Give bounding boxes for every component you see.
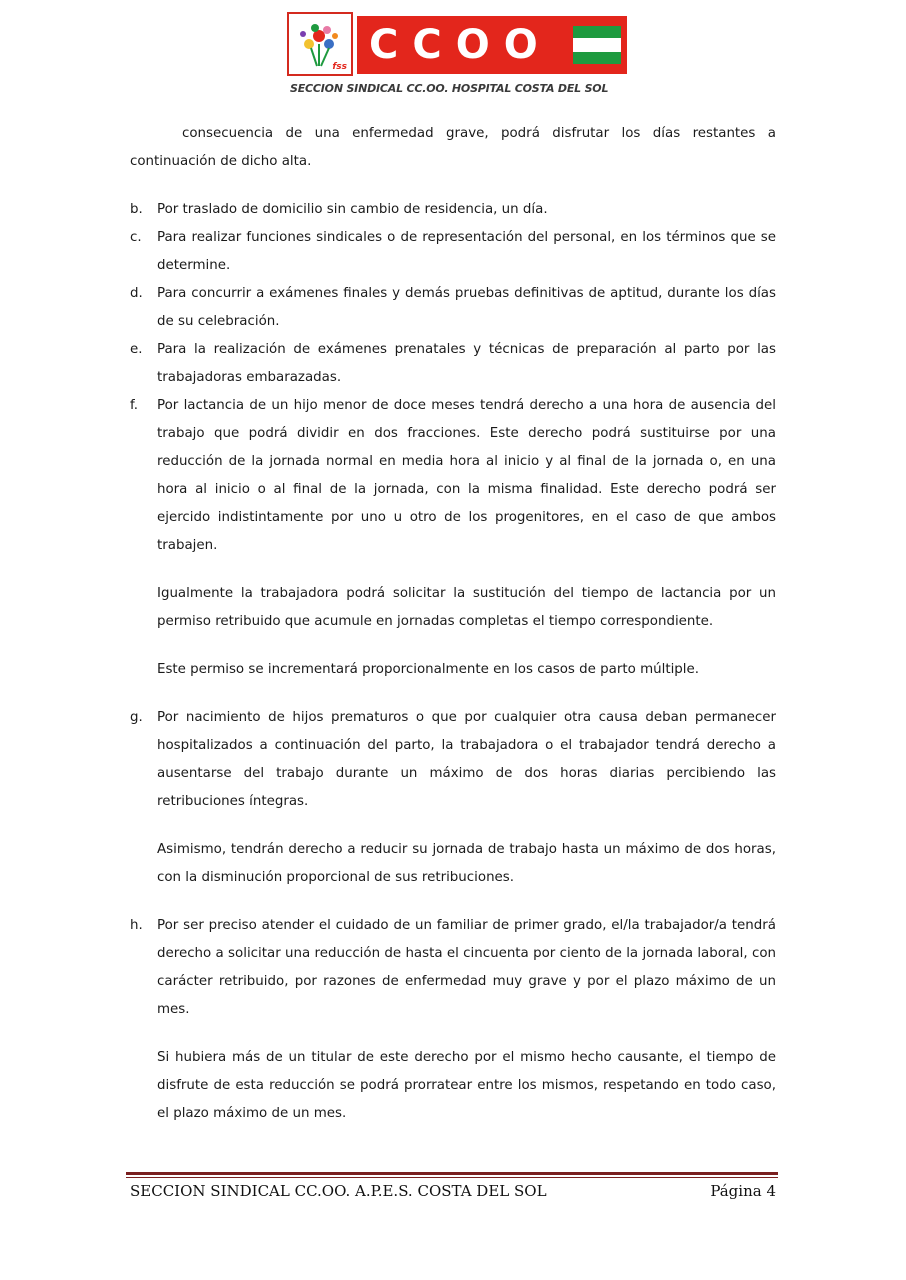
- reduce-hours-paragraph: Asimismo, tendrán derecho a reducir su jornada de trabajo hasta un máximo de dos horas, con la disminución proporcional de sus retribuciones.: [157, 842, 776, 885]
- list-item: [130, 912, 776, 1024]
- intro-paragraph: consecuencia de una enfermedad grave, podrá disfrutar los días restantes a continuación de dicho alta.: [130, 126, 776, 169]
- ccoo-wordmark: CCOO: [369, 22, 552, 68]
- list-item-label: c.: [130, 230, 142, 245]
- fss-flower-logo-icon: [287, 12, 353, 76]
- list-item-label: g.: [130, 710, 143, 725]
- list-item-label: f.: [130, 398, 138, 413]
- list-item: [130, 280, 776, 336]
- list-item: [130, 196, 776, 224]
- ccoo-red-panel: [357, 16, 627, 74]
- fss-label: fss: [332, 62, 347, 72]
- footer-divider: [126, 1172, 778, 1178]
- page-number: Página 4: [710, 1182, 776, 1200]
- list-item: [130, 224, 776, 280]
- list-item-label: e.: [130, 342, 143, 357]
- footer-organization: SECCION SINDICAL CC.OO. A.P.E.S. COSTA DEL SOL: [130, 1182, 547, 1200]
- list-item-label: h.: [130, 918, 143, 933]
- list-item-text: Por traslado de domicilio sin cambio de residencia, un día.: [157, 202, 548, 217]
- list-item-text: Para realizar funciones sindicales o de representación del personal, en los términos que se determine.: [157, 230, 776, 273]
- multiple-birth-paragraph: Este permiso se incrementará proporcionalmente en los casos de parto múltiple.: [157, 662, 700, 677]
- list-item: [130, 336, 776, 392]
- list-item-text: Por nacimiento de hijos prematuros o que por cualquier otra causa deban permanecer hospitalizados a continuación del parto, la trabajadora o el trabajador tendrá derecho a ausentarse del trabajo durante un máximo de dos horas diarias percibiendo las retribuciones íntegras.: [157, 710, 776, 809]
- list-item: [130, 392, 776, 560]
- lactancia-substitution-paragraph: Igualmente la trabajadora podrá solicitar la sustitución del tiempo de lactancia por un permiso retribuido que acumule en jornadas completas el tiempo correspondiente.: [157, 586, 776, 629]
- list-item-text: Por lactancia de un hijo menor de doce meses tendrá derecho a una hora de ausencia del trabajo que podrá dividir en dos fracciones. Este derecho podrá sustituirse por una reducción de la jornada normal en media hora al inicio y al final de la jornada o, en una hora al inicio o al final de la jornada, con la misma finalidad. Este derecho podrá ser ejercido indistintamente por uno u otro de los progenitores, en el caso de que ambos trabajen.: [157, 398, 776, 553]
- list-item-text: Para concurrir a exámenes finales y demás pruebas definitivas de aptitud, durante los días de su celebración.: [157, 286, 776, 329]
- document-body: [130, 120, 776, 1128]
- andalusia-flag-icon: [573, 26, 621, 64]
- list-item-label: b.: [130, 202, 143, 217]
- list-item: [130, 704, 776, 816]
- prorate-paragraph: Si hubiera más de un titular de este derecho por el mismo hecho causante, el tiempo de disfrute de esta reducción se podrá prorratear entre los mismos, respetando en todo caso, el plazo máximo de un mes.: [157, 1050, 776, 1121]
- list-item-text: Por ser preciso atender el cuidado de un familiar de primer grado, el/la trabajador/a tendrá derecho a solicitar una reducción de hasta el cincuenta por ciento de la jornada laboral, con carácter retribuido, por razones de enfermedad muy grave y por el plazo máximo de un mes.: [157, 918, 776, 1017]
- list-item-label: d.: [130, 286, 143, 301]
- header-subtitle: SECCION SINDICAL CC.OO. HOSPITAL COSTA DEL SOL: [290, 82, 609, 95]
- ccoo-logo: [287, 12, 627, 76]
- list-item-text: Para la realización de exámenes prenatales y técnicas de preparación al parto por las trabajadoras embarazadas.: [157, 342, 776, 385]
